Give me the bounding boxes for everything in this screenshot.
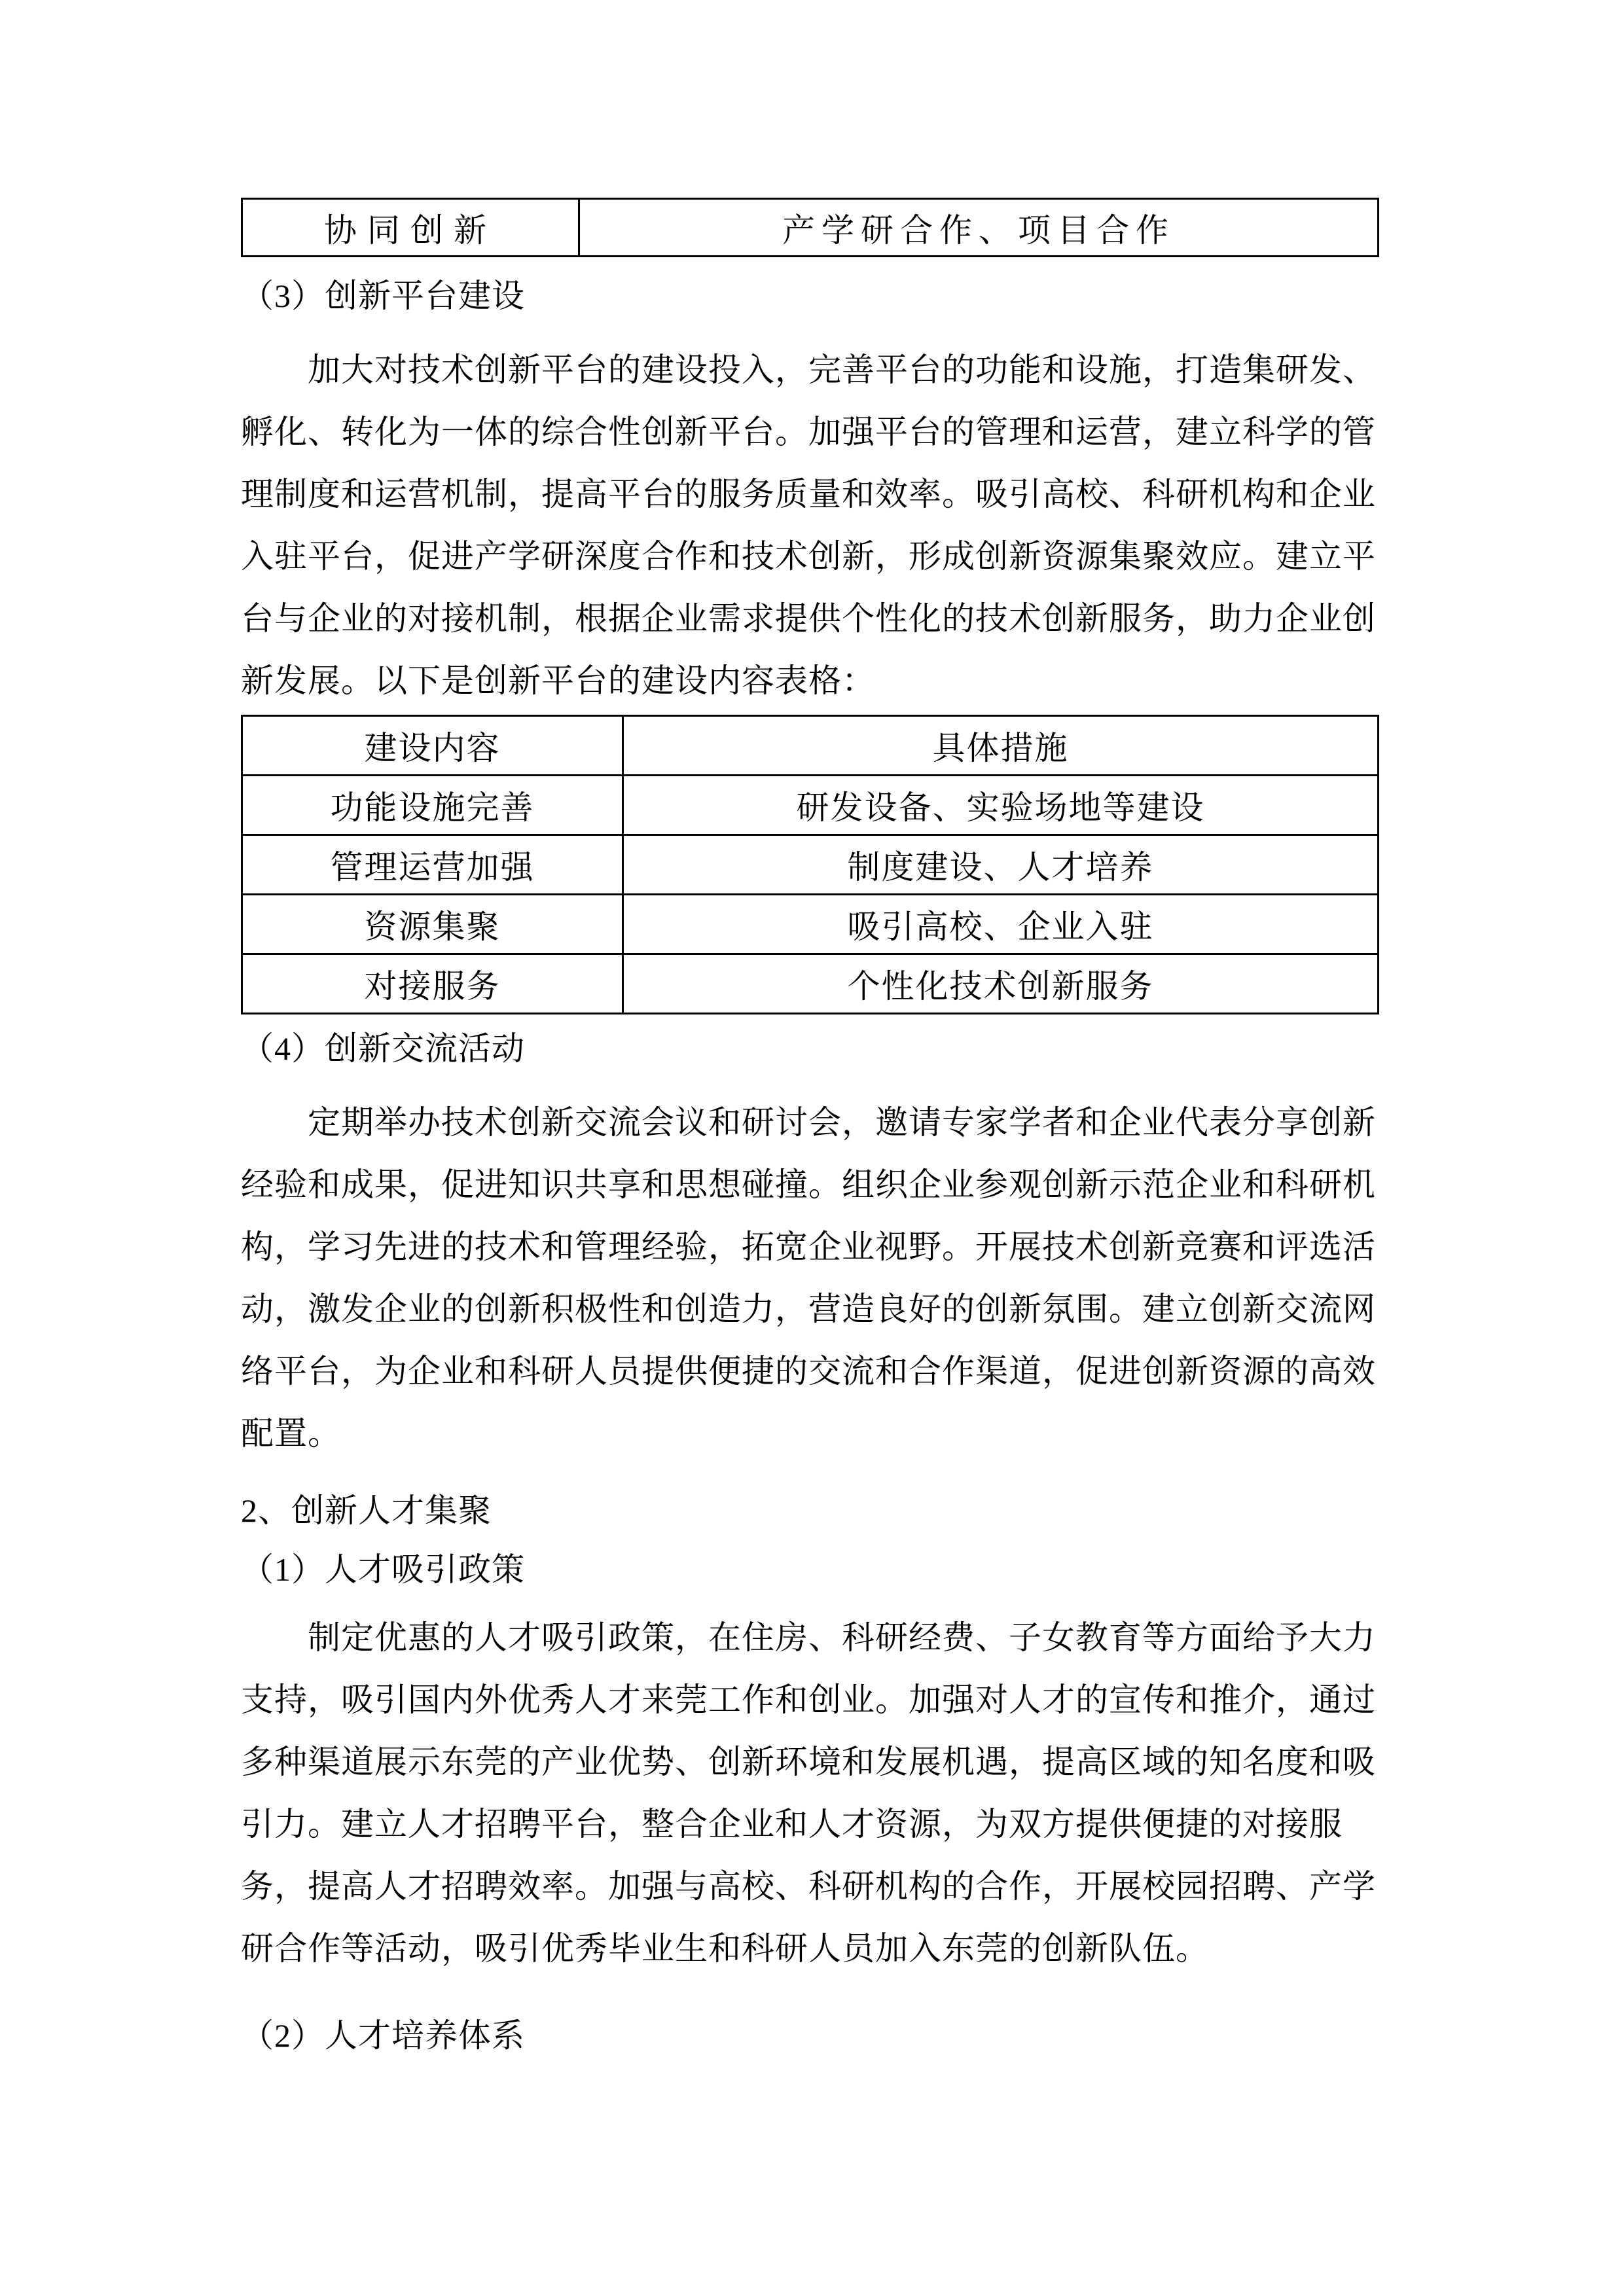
table-cell: 建设内容 (243, 717, 624, 774)
section-heading-3-innovation-platform: （3）创新平台建设 (241, 278, 525, 314)
paragraph-innovation-exchange (241, 1092, 1385, 1465)
text-line: 引力。建立人才招聘平台，整合企业和人才资源，为双方提供便捷的对接服 (241, 1806, 1343, 1842)
text-line: 理制度和运营机制，提高平台的服务质量和效率。吸引高校、科研机构和企业 (241, 476, 1376, 512)
table-row (243, 953, 1377, 1013)
sub-heading-2-talent-training-system: （2）人才培养体系 (241, 2017, 525, 2054)
table-cell: 对接服务 (243, 955, 624, 1013)
table-cell: 协同创新 (243, 200, 580, 255)
section-heading-4-innovation-exchange: （4）创新交流活动 (241, 1030, 525, 1067)
collaboration-table-fragment (241, 198, 1379, 257)
table-cell: 个性化技术创新服务 (847, 968, 1154, 1005)
text-line: 多种渠道展示东莞的产业优势、创新环境和发展机遇，提高区域的知名度和吸 (241, 1744, 1376, 1780)
text-line: 支持，吸引国内外优秀人才来莞工作和创业。加强对人才的宣传和推介，通过 (241, 1681, 1376, 1718)
table-row (243, 834, 1377, 893)
table-cell: 资源集聚 (243, 895, 624, 953)
table-row (243, 200, 1377, 255)
text-line: 新发展。以下是创新平台的建设内容表格： (241, 662, 875, 699)
text-line: 构，学习先进的技术和管理经验，拓宽企业视野。开展技术创新竞赛和评选活 (241, 1229, 1376, 1265)
section-heading-2-talent-gathering: 2、创新人才集聚 (241, 1492, 492, 1529)
text-line: 动，激发企业的创新积极性和创造力，营造良好的创新氛围。建立创新交流网 (241, 1291, 1376, 1327)
text-line: 定期举办技术创新交流会议和研讨会，邀请专家学者和企业代表分享创新 (308, 1104, 1376, 1141)
table-cell: 具体措施 (932, 730, 1069, 766)
table-row (243, 774, 1377, 834)
table-row (243, 893, 1377, 953)
table-cell: 制度建设、人才培养 (847, 849, 1154, 886)
text-line: 研合作等活动，吸引优秀毕业生和科研人员加入东莞的创新队伍。 (241, 1930, 1209, 1967)
table-cell: 管理运营加强 (243, 836, 624, 893)
platform-construction-table (241, 715, 1379, 1014)
text-line: 制定优惠的人才吸引政策，在住房、科研经费、子女教育等方面给予大力 (308, 1619, 1376, 1656)
text-line: 络平台，为企业和科研人员提供便捷的交流和合作渠道，促进创新资源的高效 (241, 1353, 1376, 1390)
text-line: 加大对技术创新平台的建设投入，完善平台的功能和设施，打造集研发、 (308, 351, 1376, 388)
paragraph-talent-attraction (241, 1607, 1385, 1980)
paragraph-platform-construction (241, 339, 1385, 712)
text-line: 孵化、转化为一体的综合性创新平台。加强平台的管理和运营，建立科学的管 (241, 414, 1376, 450)
text-line: 配置。 (241, 1415, 341, 1452)
text-line: 入驻平台，促进产学研深度合作和技术创新，形成创新资源集聚效应。建立平 (241, 538, 1376, 575)
sub-heading-1-talent-attraction-policy: （1）人才吸引政策 (241, 1551, 525, 1588)
table-cell: 功能设施完善 (243, 776, 624, 834)
text-line: 务，提高人才招聘效率。加强与高校、科研机构的合作，开展校园招聘、产学 (241, 1868, 1376, 1905)
table-header-row (243, 717, 1377, 774)
table-cell: 吸引高校、企业入驻 (847, 908, 1154, 945)
table-cell: 产学研合作、项目合作 (782, 211, 1175, 249)
table-cell: 研发设备、实验场地等建设 (796, 789, 1205, 826)
text-line: 台与企业的对接机制，根据企业需求提供个性化的技术创新服务，助力企业创 (241, 600, 1376, 637)
text-line: 经验和成果，促进知识共享和思想碰撞。组织企业参观创新示范企业和科研机 (241, 1166, 1376, 1203)
